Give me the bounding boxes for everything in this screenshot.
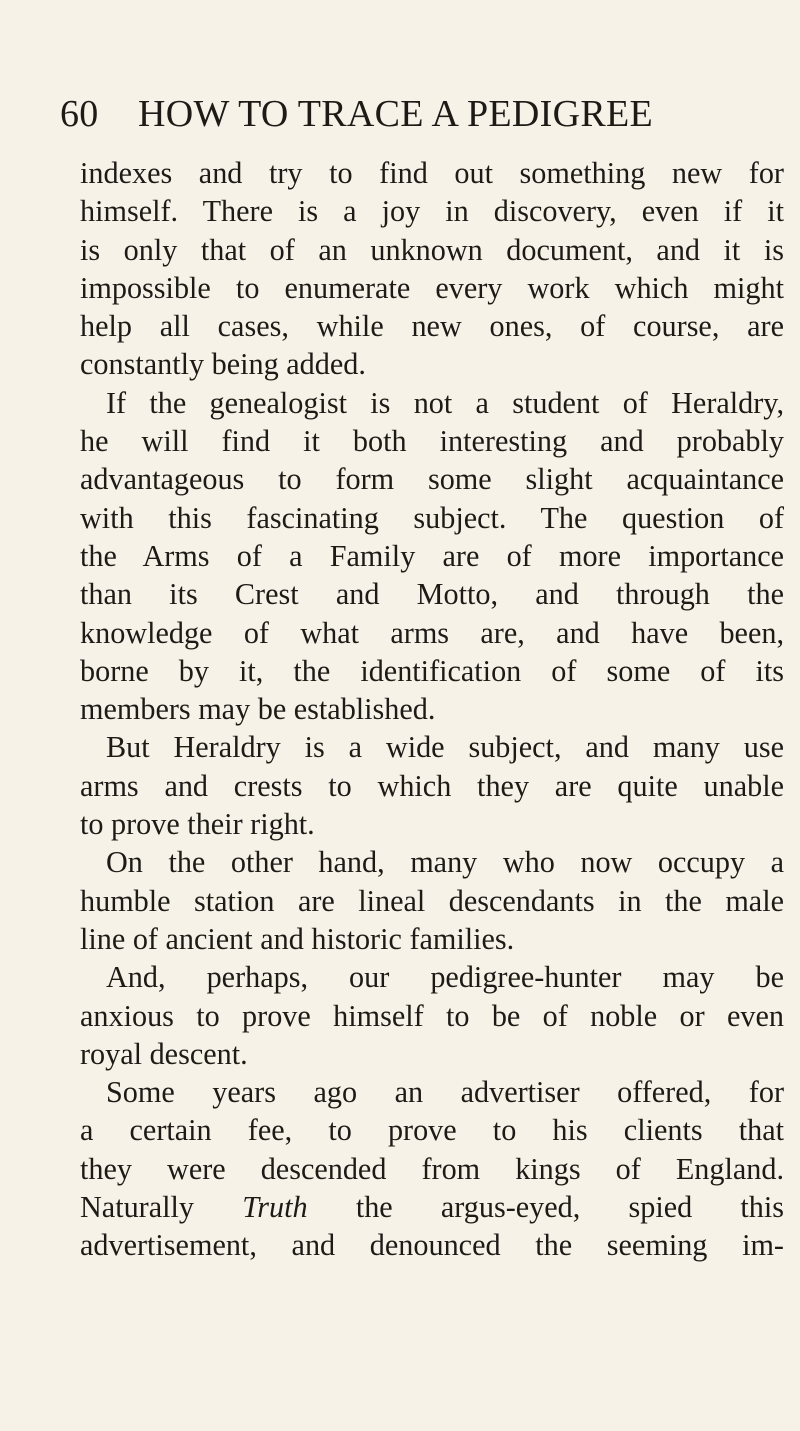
text-line: line of ancient and historic families. — [80, 921, 515, 956]
text-fragment: Naturally — [80, 1190, 243, 1225]
page-number: 60 — [60, 93, 99, 135]
text-line: help all cases, while new ones, of course, are — [80, 309, 784, 344]
text-line: humble station are lineal descendants in the male — [80, 883, 784, 918]
text-line: is only that of an unknown document, and it is — [80, 232, 784, 267]
text-line: If the genealogist is not a student of Heraldry, — [106, 385, 784, 420]
text-line: members may be established. — [80, 692, 436, 727]
body-text — [80, 154, 784, 1265]
text-line: On the other hand, many who now occupy a — [106, 845, 784, 880]
text-line: a certain fee, to prove to his clients that — [80, 1113, 784, 1148]
text-line: And, perhaps, our pedigree-hunter may be — [106, 960, 784, 995]
text-line: arms and crests to which they are quite unable — [80, 768, 784, 803]
text-line: royal descent. — [80, 1036, 248, 1071]
text-line: advertisement, and denounced the seeming im- — [80, 1228, 784, 1263]
text-line: advantageous to form some slight acquaintance — [80, 462, 784, 497]
text-line: to prove their right. — [80, 807, 315, 842]
running-head — [60, 92, 750, 136]
text-line: the Arms of a Family are of more importance — [80, 538, 784, 573]
text-line: impossible to enumerate every work which might — [80, 270, 784, 305]
italic-title-truth: Truth — [242, 1190, 308, 1225]
text-line: constantly being added. — [80, 347, 366, 382]
text-line: indexes and try to find out something new for — [80, 156, 784, 190]
text-line: borne by it, the identification of some of its — [80, 653, 784, 688]
text-line: But Heraldry is a wide subject, and many use — [106, 730, 784, 765]
text-line: knowledge of what arms are, and have been, — [80, 615, 784, 650]
text-line: he will find it both interesting and probably — [80, 424, 784, 459]
text-line: with this fascinating subject. The question of — [80, 500, 784, 535]
text-line — [80, 1188, 784, 1226]
running-title: HOW TO TRACE A PEDIGREE — [138, 93, 654, 135]
text-line: anxious to prove himself to be of noble or even — [80, 998, 784, 1033]
text-line: Some years ago an advertiser offered, for — [106, 1075, 784, 1110]
text-line: than its Crest and Motto, and through the — [80, 577, 784, 612]
text-line: himself. There is a joy in discovery, even if it — [80, 194, 784, 229]
text-line: they were descended from kings of England. — [80, 1151, 784, 1186]
text-fragment: the argus-eyed, spied this — [307, 1190, 784, 1225]
